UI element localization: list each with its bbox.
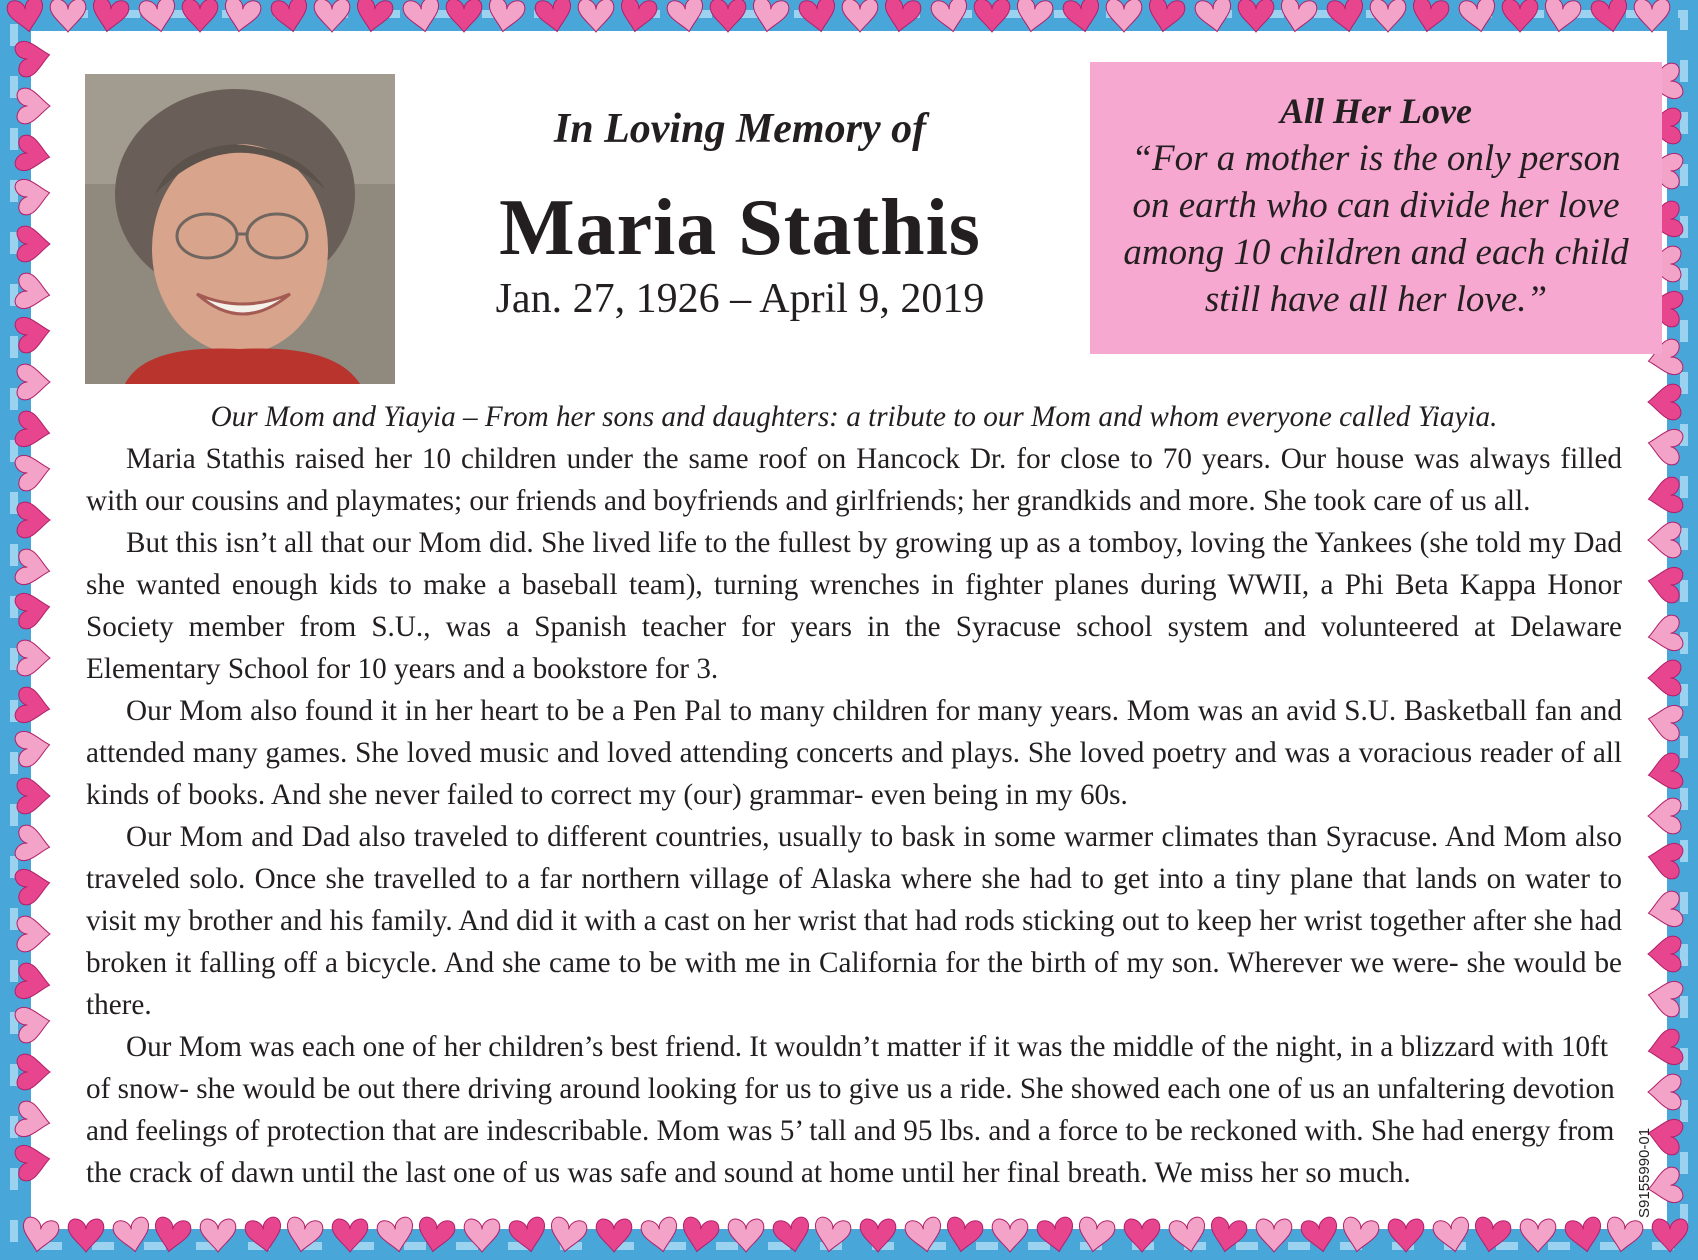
- quote-title: All Her Love: [1280, 91, 1472, 131]
- tribute-paragraph: Our Mom was each one of her children’s best friend. It wouldn’t matter if it was the middle of the night, in a blizzard with 10ft of snow- she would be out there driving around looking for us to give us a ride. She showed each one of us an unfaltering devotion and feelings of protection that are indescribable. Mom was 5’ tall and 95 lbs. and a force to be reckoned with. She had energy from the crack of dawn until the last one of us was safe and sound at home until her final breath. We miss her so much.: [86, 1031, 1615, 1189]
- tribute-lead: Our Mom and Yiayia – From her sons and daughters: a tribute to our Mom and whom everyone called Yiayia.: [210, 401, 1498, 433]
- quote-line: “For a mother is the only person: [1131, 138, 1621, 179]
- quote-line: on earth who can divide her love: [1132, 185, 1620, 226]
- portrait-photo: [85, 74, 395, 384]
- quote-box: [1090, 62, 1662, 354]
- tribute-paragraph: Maria Stathis raised her 10 children under the same roof on Hancock Dr. for close to 70 years. Our house was always filled with our cousins and playmates; our friends and boyfriends and girlfriends; her grandkids and more. She took care of us all.: [86, 443, 1622, 517]
- quote-line: still have all her love.”: [1204, 279, 1548, 320]
- quote-line: among 10 children and each child: [1123, 232, 1629, 273]
- life-dates: Jan. 27, 1926 – April 9, 2019: [495, 276, 985, 322]
- ad-code: S9155990-01: [1636, 1127, 1653, 1218]
- tribute-paragraph: Our Mom also found it in her heart to be a Pen Pal to many children for many years. Mom was an avid S.U. Basketball fan and attended many games. She loved music and loved attending concerts and plays. She loved poetry and was a voracious reader of all kinds of books. And she never failed to correct my (our) grammar- even being in my 60s.: [86, 695, 1622, 811]
- tribute-paragraph: But this isn’t all that our Mom did. She lived life to the fullest by growing up as a tomboy, loving the Yankees (she told my Dad she wanted enough kids to make a baseball team), turning wrenches in fighter planes during WWII, a Phi Beta Kappa Honor Society member from S.U., was a Spanish teacher for years in the Syracuse school system and volunteered at Delaware Elementary School for 10 years and a bookstore for 3.: [86, 527, 1622, 685]
- tribute-paragraph: Our Mom and Dad also traveled to different countries, usually to bask in some warmer climates than Syracuse. And Mom also traveled solo. Once she travelled to a far northern village of Alaska where she had to get into a tiny plane that lands on water to visit my brother and his family. And did it with a cast on her wrist that had rods sticking out to keep her wrist together after she had broken it falling off a bicycle. And she came to be with me in California for the birth of my son. Wherever we were- she would be there.: [86, 821, 1622, 1021]
- deceased-name: Maria Stathis: [499, 184, 981, 272]
- intro-heading: In Loving Memory of: [553, 106, 927, 152]
- tribute-text: [86, 396, 1622, 1194]
